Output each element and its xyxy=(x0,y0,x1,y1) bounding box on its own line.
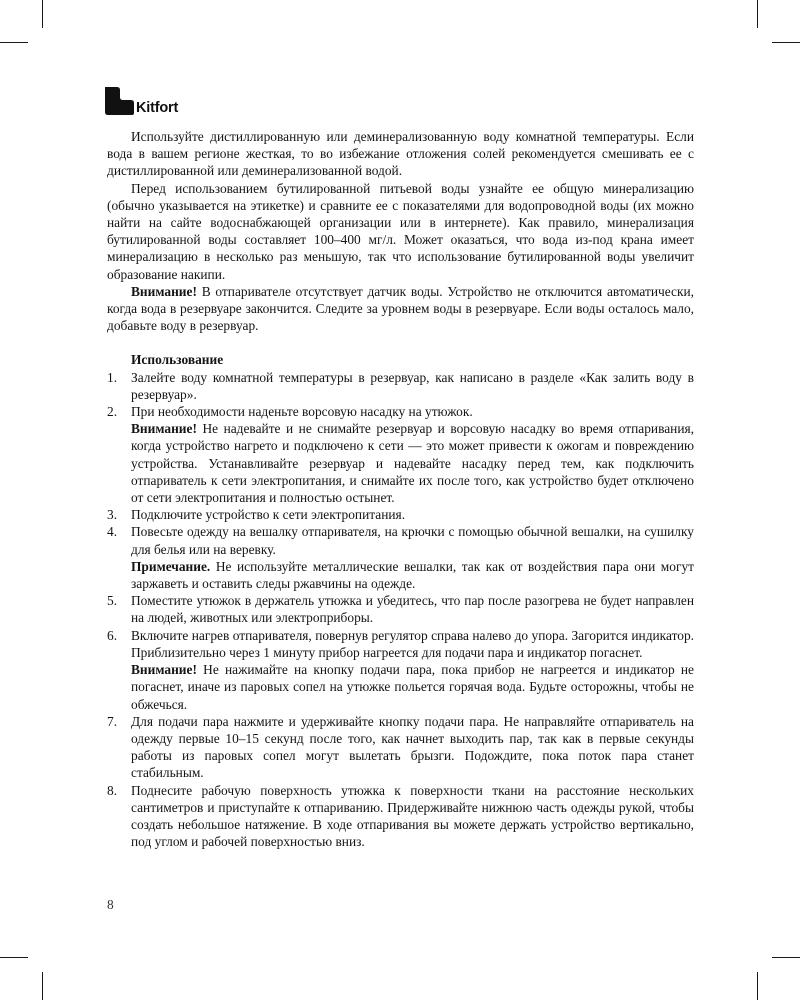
step-number: 4. xyxy=(107,524,118,540)
page-number: 8 xyxy=(107,897,114,912)
step-number: 2. xyxy=(107,404,118,420)
paragraph: Перед использованием бутилированной питьевой воды узнайте ее общую минерализацию (обычно указывается на этикетке) и сравните ее с показателями для водопроводной воды (их можно найти на сайте водоснабжающей организации или в интернете). Как правило, минерализация бутилированной воды составляет 100–400 мг/л. Может оказаться, что вода из-под крана имеет минерализацию в несколько раз меньшую, так что использование бутилированной воды увеличит образование накипи. xyxy=(107,180,694,282)
list-item xyxy=(107,523,694,592)
crop-mark xyxy=(42,0,43,28)
warning-text: В отпаривателе отсутствует датчик воды. Устройство не отключится автоматически, когда вода в резервуаре закончится. Следите за уровнем воды в резервуаре. Если воды осталось мало, добавьте воду в резервуар. xyxy=(107,283,694,334)
step-number: 6. xyxy=(107,627,118,643)
usage-steps xyxy=(107,369,694,851)
crop-mark xyxy=(772,957,800,958)
brand-name: Kitfort xyxy=(136,100,179,116)
step-text: Залейте воду комнатной температуры в резервуар, как написано в разделе «Как залить воду в резервуар». xyxy=(131,369,694,402)
step-text: При необходимости наденьте ворсовую насадку на утюжок. xyxy=(131,404,473,420)
crop-mark xyxy=(757,0,758,28)
kitfort-logo-icon xyxy=(103,84,135,116)
page-content xyxy=(107,128,694,850)
step-note xyxy=(131,558,694,592)
list-item xyxy=(107,627,694,713)
crop-mark xyxy=(757,972,758,1000)
step-number: 7. xyxy=(107,713,118,729)
step-note xyxy=(131,420,694,506)
step-number: 5. xyxy=(107,593,118,609)
crop-mark xyxy=(0,42,28,43)
warning-paragraph xyxy=(107,283,694,335)
brand-logo xyxy=(103,84,178,116)
note-text: Не используйте металлические вешалки, так как от воздействия пара они могут заржаветь и оставить следы ржавчины на одежде. xyxy=(131,558,694,592)
step-note xyxy=(131,661,694,713)
crop-mark xyxy=(0,957,28,958)
note-label: Примечание. xyxy=(131,558,211,574)
step-text: Поместите утюжок в держатель утюжка и убедитесь, что пар после разогрева не будет направлен на людей, животных или электроприборы. xyxy=(131,593,694,626)
crop-mark xyxy=(772,42,800,43)
list-item xyxy=(107,592,694,626)
step-number: 8. xyxy=(107,782,118,798)
list-item xyxy=(107,713,694,782)
list-item xyxy=(107,782,694,851)
step-text: Поднесите рабочую поверхность утюжка к поверхности ткани на расстояние нескольких сантиметров и приступайте к отпариванию. Придерживайте нижнюю часть одежды рукой, чтобы создать небольшое натяжение. В ходе отпаривания вы можете держать устройство вертикально, под углом и рабочей поверхностью вниз. xyxy=(131,782,694,850)
list-item xyxy=(107,369,694,403)
step-text: Включите нагрев отпаривателя, повернув регулятор справа налево до упора. Загорится индикатор. Приблизительно через 1 минуту прибор нагреется для подачи пара и индикатор погаснет. xyxy=(131,627,694,660)
step-text: Повесьте одежду на вешалку отпаривателя, на крючки с помощью обычной вешалки, на сушилку для белья или на веревку. xyxy=(131,524,694,557)
section-title: Использование xyxy=(131,352,224,368)
step-number: 1. xyxy=(107,369,118,385)
step-number: 3. xyxy=(107,507,118,523)
note-text: Не нажимайте на кнопку подачи пара, пока прибор не нагреется и индикатор не погаснет, иначе из паровых сопел на утюжке польется горячая вода. Будьте осторожны, чтобы не обжечься. xyxy=(131,662,694,712)
note-label: Внимание! xyxy=(131,662,197,678)
note-text: Не надевайте и не снимайте резервуар и ворсовую насадку во время отпаривания, когда устройство нагрето и подключено к сети — это может привести к ожогам и повреждению устройства. Устанавливайте резервуар и надевайте насадку перед тем, как подключить отпариватель к сети электропитания, и снимайте их после того, как устройство будет отключено от сети электропитания и полностью остынет. xyxy=(131,421,694,506)
note-label: Внимание! xyxy=(131,421,197,437)
crop-mark xyxy=(42,972,43,1000)
step-text: Для подачи пара нажмите и удерживайте кнопку подачи пара. Не направляйте отпариватель на одежду первые 10–15 секунд после того, как начнет выходить пар, так как в первые секунды работы из паровых сопел могут вылетать брызги. Подождите, пока поток пара станет стабильным. xyxy=(131,713,694,781)
step-text: Подключите устройство к сети электропитания. xyxy=(131,507,406,523)
paragraph: Используйте дистиллированную или деминерализованную воду комнатной температуры. Если вода в вашем регионе жесткая, то во избежание отложения солей рекомендуется смешивать ее с дистиллированной или деминерализованной водой. xyxy=(107,129,694,179)
list-item xyxy=(107,506,694,523)
warning-label: Внимание! xyxy=(131,283,197,299)
list-item xyxy=(107,403,694,506)
